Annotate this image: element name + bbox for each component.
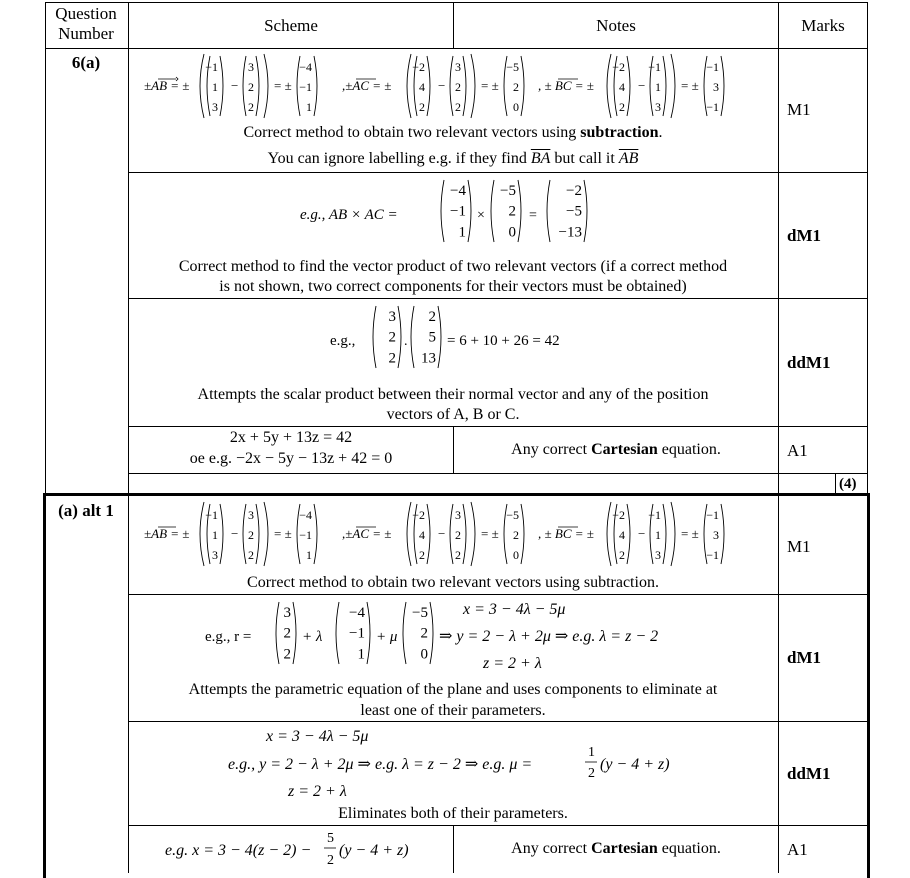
alt-dm1-note-line-2: least one of their parameters. [360, 702, 546, 719]
svg-text:±AB = ±: ±AB = ± [144, 526, 190, 541]
vector-component: −2 [612, 60, 625, 74]
vector-component: 3 [212, 100, 218, 114]
vector-component: 2 [619, 548, 625, 562]
mark-m1: M1 [787, 100, 811, 119]
ab-label: ±AB = ± [144, 78, 190, 93]
elimination-working [228, 722, 748, 804]
vector-component: 3 [655, 100, 661, 114]
svg-text:z = 2 + λ: z = 2 + λ [483, 655, 542, 672]
dot-product [330, 300, 630, 380]
svg-text:+ λ: + λ [302, 629, 323, 645]
vector-component: 2 [419, 548, 425, 562]
alt-m1-note: Correct method to obtain two relevant vectors using subtraction. [247, 574, 659, 591]
svg-text:=: = [529, 208, 537, 223]
vector-component: 2 [248, 528, 254, 542]
svg-text:x = 3 − 4λ − 5μ: x = 3 − 4λ − 5μ [463, 601, 566, 618]
vector-subtraction-line [130, 52, 776, 120]
alt-mark-dm1: dM1 [787, 648, 821, 667]
header-notes: Notes [596, 16, 636, 35]
svg-text:(y − 4 + z): (y − 4 + z) [339, 842, 409, 859]
vector-component: 4 [419, 528, 425, 542]
column-vector [373, 306, 401, 368]
alt-cartesian-equation [165, 826, 450, 873]
vector-component: −1 [205, 508, 218, 522]
svg-text:−: − [438, 78, 446, 93]
a1-note: Any correct Cartesian equation. [511, 441, 721, 458]
vector-component: −1 [205, 60, 218, 74]
vector-component: −2 [566, 183, 582, 199]
ac-label: ,±AC = ± [342, 78, 392, 93]
vector-component: −5 [506, 60, 519, 74]
svg-text:= 6 + 10 + 26 = 42: = 6 + 10 + 26 = 42 [447, 333, 560, 349]
vector-component: −4 [450, 183, 466, 199]
mark-a1: A1 [787, 441, 808, 460]
ddm1-note-line-2: vectors of A, B or C. [386, 406, 520, 423]
vector-component: 2 [513, 80, 519, 94]
mark-ddm1: ddM1 [787, 353, 831, 372]
vector-component: 3 [248, 508, 254, 522]
vector-component: 2 [283, 625, 291, 642]
vector-component: 2 [455, 548, 461, 562]
alt-mark-a1: A1 [787, 840, 808, 859]
vector-component: −1 [349, 625, 365, 642]
vector-component: −1 [706, 508, 719, 522]
vector-component: 3 [283, 605, 291, 621]
bc-label: , ± BC = ± [538, 78, 594, 93]
vector-component: 1 [306, 100, 312, 114]
vector-component: −2 [412, 508, 425, 522]
vector-component: −13 [558, 224, 582, 241]
column-vector [547, 180, 587, 242]
vector-component: 3 [212, 548, 218, 562]
parametric-equation [205, 596, 705, 676]
header-marks: Marks [801, 16, 845, 35]
svg-text:= ±: = ± [481, 526, 499, 541]
total-marks: (4) [839, 476, 857, 492]
vector-component: 4 [619, 80, 625, 94]
vector-component: 3 [248, 60, 254, 74]
vector-component: 0 [513, 548, 519, 562]
vector-component: 2 [455, 528, 461, 542]
vector-component: 4 [419, 80, 425, 94]
svg-text:−: − [638, 526, 646, 541]
vector-component: −1 [706, 60, 719, 74]
header-scheme: Scheme [264, 16, 318, 35]
alt-a1-note: Any correct Cartesian equation. [511, 840, 721, 857]
vector-component: 3 [388, 309, 396, 325]
vector-component: 2 [419, 100, 425, 114]
vector-component: 1 [212, 528, 218, 542]
svg-text:= ±: = ± [681, 526, 699, 541]
alt-mark-m1: M1 [787, 537, 811, 556]
vector-component: 2 [428, 309, 436, 325]
vec-group-bc [607, 54, 724, 118]
m1-note-line-2: You can ignore labelling e.g. if they find $\overline{BA}$ but call it $\overline{AB}$ [267, 150, 639, 167]
vector-component: −2 [412, 60, 425, 74]
svg-text:e.g., y = 2 − λ + 2μ ⇒ e.g.: e.g., y = 2 − λ + 2μ ⇒ e.g. λ = z − 2 ⇒ e.g. μ = [228, 756, 533, 773]
vector-component: 13 [421, 350, 436, 367]
ddm1-note-line-1: Attempts the scalar product between their normal vector and any of the position [197, 386, 709, 403]
vec-group-ab [200, 54, 317, 118]
vector-component: −5 [412, 605, 428, 621]
vector-component: 1 [655, 528, 661, 542]
cartesian-eq-2: oe e.g. −2x − 5y − 13z + 42 = 0 [189, 450, 393, 467]
vector-component: −1 [706, 100, 719, 114]
svg-text:e.g., AB × AC =: e.g., AB × AC = [300, 207, 398, 223]
svg-text:(y − 4 + z): (y − 4 + z) [600, 756, 670, 773]
svg-text:= ±: = ± [274, 526, 292, 541]
vector-component: −2 [612, 508, 625, 522]
vector-component: 2 [248, 80, 254, 94]
vector-component: 3 [713, 80, 719, 94]
vec-group-ac [407, 54, 524, 118]
svg-text:= ±: = ± [274, 78, 292, 93]
vector-component: 2 [283, 646, 291, 663]
vector-component: −1 [648, 508, 661, 522]
vector-component: −1 [450, 203, 466, 220]
vector-component: −5 [566, 203, 582, 220]
svg-text:e.g.,: e.g., [330, 333, 356, 349]
column-vector [403, 602, 433, 664]
vector-component: 1 [357, 646, 365, 663]
svg-text:, ± BC = ±: , ± BC = ± [538, 526, 594, 541]
vector-component: −4 [349, 605, 365, 621]
svg-text:,±AC = ±: ,±AC = ± [342, 526, 392, 541]
vector-component: 0 [508, 224, 516, 241]
svg-text:+ μ: + μ [376, 629, 398, 645]
svg-text:= ±: = ± [481, 78, 499, 93]
vector-component: 2 [388, 350, 396, 367]
svg-text:−: − [231, 78, 239, 93]
vector-component: 3 [655, 548, 661, 562]
vector-component: 4 [619, 528, 625, 542]
svg-text:x = 3 − 4λ − 5μ: x = 3 − 4λ − 5μ [266, 728, 369, 745]
column-vector [441, 180, 471, 242]
vector-component: 2 [388, 329, 396, 346]
svg-text:e.g. x = 3 − 4(z − 2) −: e.g. x = 3 − 4(z − 2) − [165, 842, 312, 859]
svg-text:2: 2 [588, 766, 595, 781]
svg-text:1: 1 [588, 745, 595, 760]
question-label-6a: 6(a) [71, 53, 101, 72]
vector-component: 1 [655, 80, 661, 94]
vector-component: 3 [455, 60, 461, 74]
svg-text:⇒ y = 2 − λ + 2μ ⇒ e.g. λ = z: ⇒ y = 2 − λ + 2μ ⇒ e.g. λ = z − 2 [439, 628, 659, 645]
vector-component: 2 [455, 100, 461, 114]
vector-component: 1 [458, 224, 466, 241]
svg-text:2: 2 [327, 853, 334, 868]
vector-component: 2 [248, 548, 254, 562]
vector-component: −1 [299, 528, 312, 542]
alt-dm1-note-line-1: Attempts the parametric equation of the plane and uses components to eliminate at [188, 681, 718, 698]
svg-text:= ±: = ± [681, 78, 699, 93]
vector-component: −4 [299, 508, 312, 522]
vector-component: 2 [455, 80, 461, 94]
alt-vector-subtraction-line [130, 500, 776, 568]
vector-component: 3 [455, 508, 461, 522]
column-vector [491, 180, 521, 242]
header-question-number: Question Number [55, 4, 117, 43]
vector-component: −4 [299, 60, 312, 74]
svg-text:.: . [404, 334, 408, 349]
alt-ddm1-note: Eliminates both of their parameters. [338, 805, 568, 822]
svg-text:×: × [477, 208, 485, 223]
vector-component: −5 [506, 508, 519, 522]
dm1-note-line-1: Correct method to find the vector product of two relevant vectors (if a correct method [178, 258, 728, 275]
vector-component: 1 [212, 80, 218, 94]
vector-component: 2 [248, 100, 254, 114]
column-vector [276, 602, 296, 664]
vector-component: 0 [513, 100, 519, 114]
cartesian-eq-1: 2x + 5y + 13z = 42 [229, 429, 353, 446]
vector-component: 2 [513, 528, 519, 542]
vector-component: 2 [420, 625, 428, 642]
vector-component: 2 [619, 100, 625, 114]
svg-text:z = 2 + λ: z = 2 + λ [288, 783, 347, 800]
vector-component: −5 [500, 183, 516, 199]
cross-product [300, 174, 600, 254]
question-label-alt1: (a) alt 1 [58, 501, 114, 520]
vector-component: −1 [299, 80, 312, 94]
m1-note-line-1: Correct method to obtain two relevant vectors using subtraction. [243, 124, 663, 141]
svg-text:−: − [638, 78, 646, 93]
vector-component: 0 [420, 646, 428, 663]
svg-text:−: − [438, 526, 446, 541]
vector-component: −1 [706, 548, 719, 562]
vector-component: −1 [648, 60, 661, 74]
svg-text:−: − [231, 526, 239, 541]
vector-component: 5 [428, 329, 436, 346]
column-vector [411, 306, 441, 368]
dm1-note-line-2: is not shown, two correct components for their vectors must be obtained) [219, 278, 687, 295]
svg-text:5: 5 [327, 831, 334, 846]
column-vector [336, 602, 370, 664]
svg-text:e.g., r =: e.g., r = [205, 629, 252, 645]
vector-component: 1 [306, 548, 312, 562]
vector-component: 2 [508, 203, 516, 220]
vector-component: 3 [713, 528, 719, 542]
alt-mark-ddm1: ddM1 [787, 764, 831, 783]
mark-dm1: dM1 [787, 226, 821, 245]
